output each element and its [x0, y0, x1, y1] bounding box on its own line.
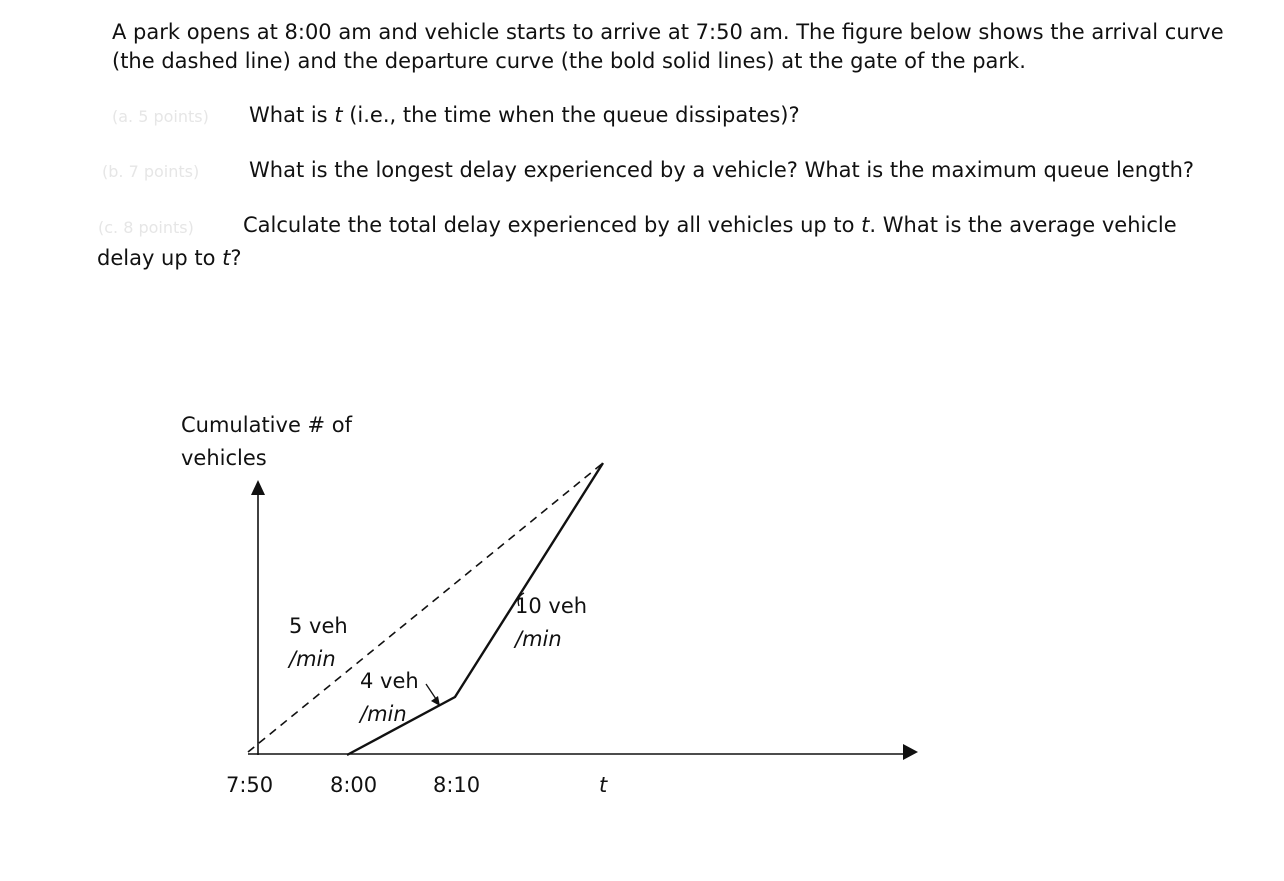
x-axis-arrowhead: [903, 744, 918, 760]
question-b-marker: (b. 7 points): [102, 162, 200, 181]
x-tick-800: 8:00: [330, 773, 378, 797]
departure-rate-a-label: [360, 665, 419, 730]
arrival-rate-line-2: /min: [289, 646, 336, 671]
y-axis-arrowhead: [251, 480, 265, 495]
question-c-cont-pre: delay up to: [97, 246, 223, 270]
question-c-marker: (c. 8 points): [98, 218, 194, 237]
question-c-cont-var: t: [222, 246, 231, 270]
leader-line-4veh: [426, 684, 436, 699]
departure-rate-a-line-1: 4 veh: [360, 669, 419, 693]
question-c-text-post: . What is the average vehicle: [869, 213, 1177, 237]
question-c-text-pre: Calculate the total delay experienced by all vehicles up to: [243, 213, 862, 237]
question-a-var: t: [334, 103, 343, 127]
problem-intro-line-1: A park opens at 8:00 am and vehicle starts to arrive at 7:50 am. The figure below shows the arrival curve: [112, 20, 1224, 44]
question-c-cont-post: ?: [230, 246, 242, 270]
departure-rate-b-label: [515, 590, 587, 655]
question-a-text-post: (i.e., the time when the queue dissipates)?: [342, 103, 800, 127]
y-axis-label: [181, 409, 352, 474]
y-axis-label-line-2: vehicles: [181, 445, 267, 470]
departure-rate-b-line-2: /min: [515, 626, 562, 651]
arrival-rate-line-1: 5 veh: [289, 614, 348, 638]
question-a-marker: (a. 5 points): [112, 107, 209, 126]
problem-intro-line-2: (the dashed line) and the departure curve (the bold solid lines) at the gate of the park.: [112, 49, 1026, 73]
arrival-rate-label: [289, 610, 348, 675]
question-a-text-pre: What is: [249, 103, 335, 127]
question-b: What is the longest delay experienced by a vehicle? What is the maximum queue length?: [249, 158, 1195, 182]
departure-rate-a-line-2: /min: [360, 701, 407, 726]
y-axis-label-line-1: Cumulative # of: [181, 413, 353, 437]
x-tick-t: t: [599, 773, 608, 797]
x-tick-750: 7:50: [226, 773, 274, 797]
departure-rate-b-line-1: 10 veh: [515, 594, 588, 618]
question-c-var: t: [861, 213, 870, 237]
x-tick-810: 8:10: [433, 773, 481, 797]
